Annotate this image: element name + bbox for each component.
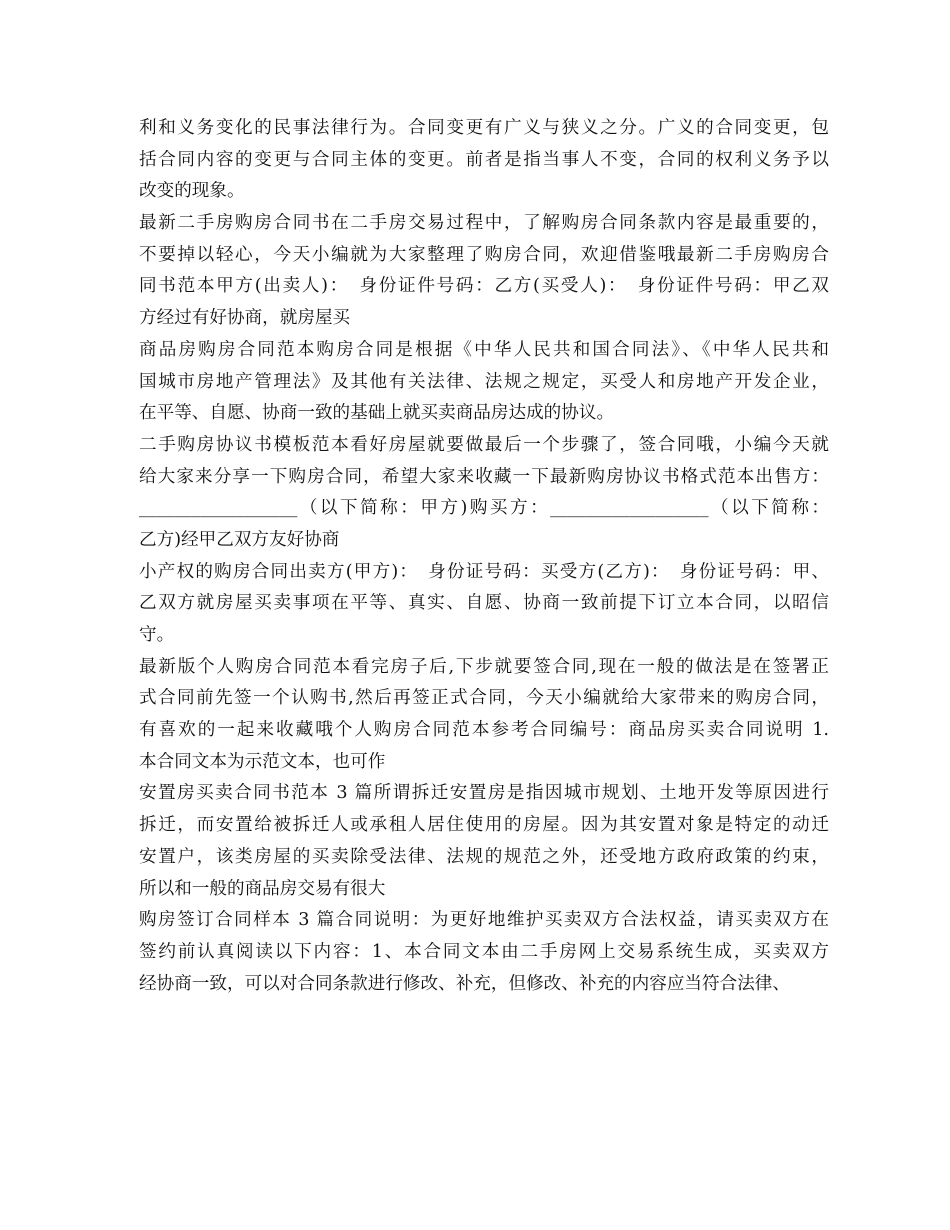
text-line: 有喜欢的一起来收藏哦个人购房合同范本参考合同编号：商品房买卖合同说明 1. [139, 720, 829, 741]
paragraph [139, 905, 829, 1000]
text-line: 购房签订合同样本 3 篇合同说明：为更好地维护买卖双方合法权益，请买卖双方在 [139, 910, 829, 931]
document-body [139, 113, 829, 1000]
text-line: 乙方)经甲乙双方友好协商 [139, 529, 340, 550]
text-line: 乙双方就房屋买卖事项在平等、真实、自愿、协商一致前提下订立本合同，以昭信 [139, 593, 829, 614]
text-line: 经协商一致，可以对合同条款进行修改、补充，但修改、补充的内容应当符合法律、 [139, 973, 790, 994]
text-line: 最新版个人购房合同范本看完房子后,下步就要签合同,现在一般的做法是在签署正 [139, 656, 829, 677]
text-line: 括合同内容的变更与合同主体的变更。前者是指当事人不变，合同的权利义务予以 [139, 149, 829, 170]
text-line: 同书范本甲方(出卖人)： 身份证件号码：乙方(买受人)： 身份证件号码：甲乙双 [139, 276, 829, 297]
text-line: 在平等、自愿、协商一致的基础上就买卖商品房达成的协议。 [139, 403, 615, 424]
paragraph [139, 113, 829, 208]
paragraph [139, 652, 829, 779]
text-line: __________________（以下简称：甲方)购买方：__________________（以下简称： [139, 498, 829, 519]
text-line: 守。 [139, 625, 175, 645]
text-line: 最新二手房购房合同书在二手房交易过程中，了解购房合同条款内容是最重要的， [139, 213, 829, 234]
text-line: 改变的现象。 [139, 181, 245, 202]
text-line: 给大家来分享一下购房合同，希望大家来收藏一下最新购房协议书格式范本出售方： [139, 466, 829, 487]
text-line: 安置房买卖合同书范本 3 篇所谓拆迁安置房是指因城市规划、土地开发等原因进行 [139, 783, 829, 804]
text-line: 国城市房地产管理法》及其他有关法律、法规之规定，买受人和房地产开发企业， [139, 371, 829, 392]
text-line: 签约前认真阅读以下内容：1、本合同文本由二手房网上交易系统生成，买卖双方 [139, 941, 829, 962]
text-line: 本合同文本为示范文本，也可作 [139, 751, 386, 772]
paragraph [139, 335, 829, 430]
text-line: 小产权的购房合同出卖方(甲方)： 身份证号码：买受方(乙方)： 身份证号码：甲、 [139, 561, 829, 582]
text-line: 所以和一般的商品房交易有很大 [139, 878, 386, 899]
text-line: 安置户，该类房屋的买卖除受法律、法规的规范之外，还受地方政府政策的约束， [139, 846, 829, 867]
text-line: 利和义务变化的民事法律行为。合同变更有广义与狭义之分。广义的合同变更，包 [139, 118, 829, 138]
text-line: 二手购房协议书模板范本看好房屋就要做最后一个步骤了，签合同哦，小编今天就 [139, 434, 829, 455]
paragraph [139, 557, 829, 652]
text-line: 拆迁，而安置给被拆迁人或承租人居住使用的房屋。因为其安置对象是特定的动迁 [139, 815, 829, 836]
paragraph [139, 208, 829, 335]
paragraph [139, 778, 829, 905]
text-line: 式合同前先签一个认购书,然后再签正式合同，今天小编就给大家带来的购房合同， [139, 688, 829, 709]
paragraph [139, 430, 829, 557]
text-line: 方经过有好协商，就房屋买 [139, 308, 351, 329]
text-line: 不要掉以轻心，今天小编就为大家整理了购房合同，欢迎借鉴哦最新二手房购房合 [139, 244, 829, 265]
text-line: 商品房购房合同范本购房合同是根据《中华人民共和国合同法》、《中华人民共和 [139, 339, 829, 360]
